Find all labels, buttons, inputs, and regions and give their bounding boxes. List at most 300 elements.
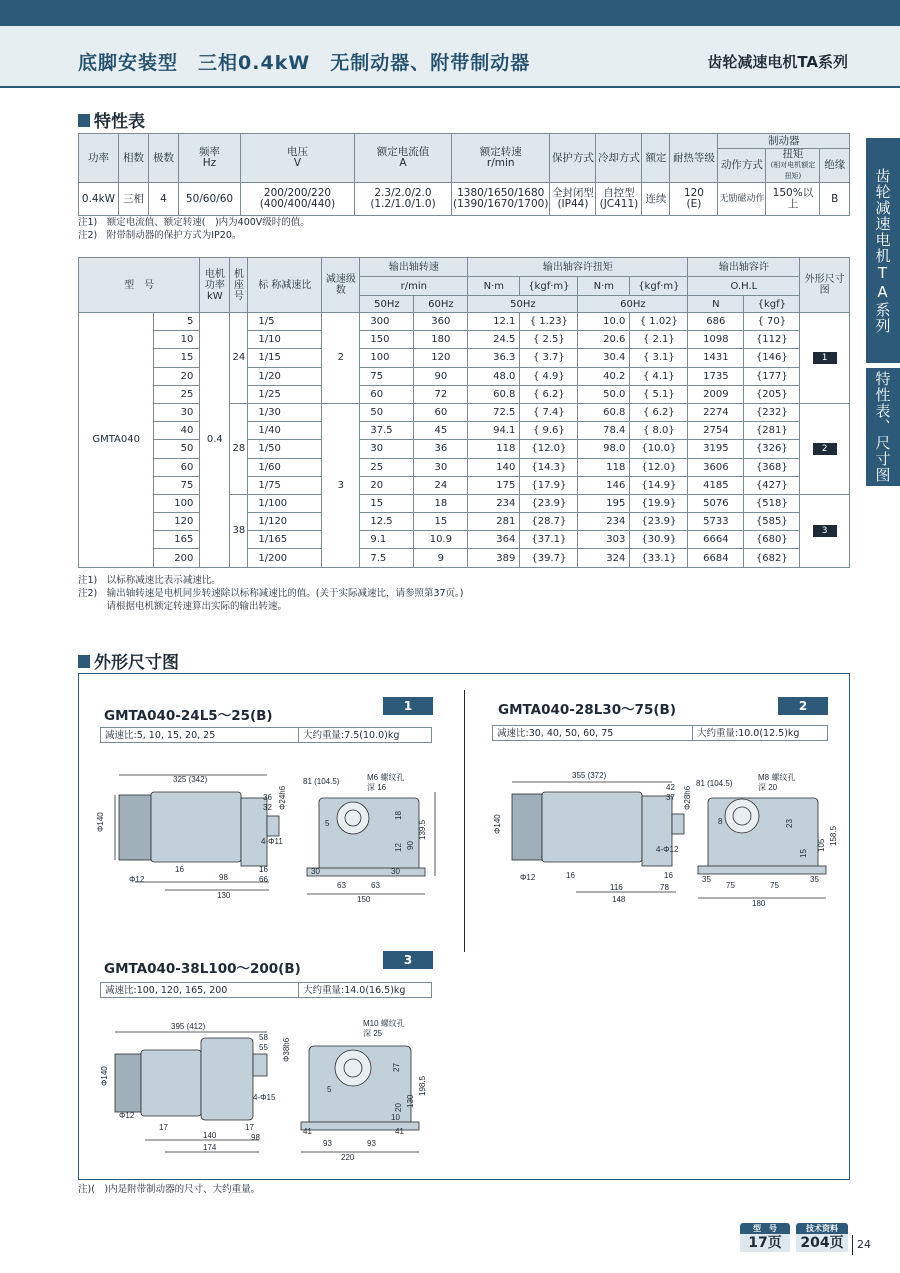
d3-drawing — [95, 1016, 445, 1164]
d3-fw1: 93 — [323, 1139, 332, 1148]
ohl-n: 3606 — [688, 458, 744, 476]
d3-title: GMTA040-38L100～200(B) — [104, 961, 301, 977]
ohl-kgf: {585} — [744, 513, 800, 531]
d1-hole: M6 螺纹孔 — [367, 773, 405, 782]
d2-fw1: 75 — [726, 881, 735, 890]
d1-info: 减速比:5, 10, 15, 20, 25 大约重量:7.5(10.0)kg — [100, 727, 432, 743]
d1-ht: 139.5 — [418, 819, 427, 840]
th-torque: 输出轴容许扭矩 — [468, 258, 688, 277]
d1-a: 36 — [263, 793, 272, 802]
th-heat: 耐热等级 — [670, 134, 718, 183]
torque-60-kgfm: {12.0} — [630, 458, 688, 476]
model-suffix: 25 — [154, 385, 200, 403]
speed-60hz: 30 — [414, 458, 468, 476]
table-row — [79, 403, 850, 421]
th-50hz: 50Hz — [360, 296, 414, 313]
d3-e: 17 — [159, 1123, 168, 1132]
speed-50hz: 300 — [360, 313, 414, 331]
speed-60hz: 360 — [414, 313, 468, 331]
ohl-kgf: {205} — [744, 385, 800, 403]
ohl-kgf: {680} — [744, 531, 800, 549]
d2-hole: M8 螺纹孔 — [758, 773, 796, 782]
model-suffix: 40 — [154, 422, 200, 440]
d1-r: 81 (104.5) — [303, 777, 340, 786]
d1-k: 66 — [259, 875, 268, 884]
d2-shaft: Φ28h6 — [683, 785, 692, 810]
speed-50hz: 20 — [360, 476, 414, 494]
td-cooling: 自控型 (JC411) — [596, 183, 642, 216]
torque-50-kgfm: { 1.23} — [520, 313, 578, 331]
ohl-kgf: {112} — [744, 331, 800, 349]
stages: 2 — [322, 313, 360, 404]
speed-60hz: 15 — [414, 513, 468, 531]
d3-c: 4-Φ15 — [253, 1093, 276, 1102]
torque-50-kgfm: {28.7} — [520, 513, 578, 531]
torque-60-kgfm: {23.9} — [630, 513, 688, 531]
ratio: 1/75 — [248, 476, 322, 494]
th-model: 型 号 — [79, 258, 200, 313]
d1-c: 4-Φ11 — [261, 837, 283, 846]
stages: 3 — [322, 403, 360, 567]
motor-power: 0.4 — [200, 313, 230, 568]
torque-50-kgfm: {17.9} — [520, 476, 578, 494]
d2-c: 4-Φ12 — [656, 845, 679, 854]
ohl-kgf: {427} — [744, 476, 800, 494]
td-volt: 200/200/220 (400/400/440) — [241, 183, 355, 216]
th-out-speed: 输出轴转速 — [360, 258, 468, 277]
ratio: 1/30 — [248, 403, 322, 421]
torque-60-nm: 40.2 — [578, 367, 630, 385]
torque-60-nm: 195 — [578, 494, 630, 512]
spec-section-title: 特性表 — [78, 107, 145, 132]
speed-60hz: 120 — [414, 349, 468, 367]
th-phase: 相数 — [119, 134, 149, 183]
torque-50-nm: 94.1 — [468, 422, 520, 440]
frame-number: 24 — [230, 313, 248, 404]
torque-60-nm: 98.0 — [578, 440, 630, 458]
spec-notes: 注1) 额定电流值、额定转速( )内为400V级时的值。 注2) 附带制动器的保护方式为IP20。 — [78, 217, 310, 241]
d1-drawing — [95, 770, 445, 905]
d3-info: 减速比:100, 120, 165, 200 大约重量:14.0(16.5)kg — [100, 982, 432, 998]
model-suffix: 10 — [154, 331, 200, 349]
d3-h8: 10 — [391, 1113, 400, 1122]
page-header — [0, 26, 900, 88]
th-brake-action: 动作方式 — [718, 149, 766, 183]
th-rating: 额定 — [642, 134, 670, 183]
speed-50hz: 60 — [360, 385, 414, 403]
ohl-kgf: {232} — [744, 403, 800, 421]
torque-60-nm: 303 — [578, 531, 630, 549]
torque-50-kgfm: { 6.2} — [520, 385, 578, 403]
page-number: 24 — [857, 1238, 871, 1251]
th-ohl-unit: O.H.L — [688, 277, 800, 296]
torque-60-kgfm: {19.9} — [630, 494, 688, 512]
th-motor-power: 电机功率 kW — [200, 258, 230, 313]
dimension-ref[interactable] — [800, 403, 850, 494]
speed-50hz: 37.5 — [360, 422, 414, 440]
th-kgfm-60: {kgf·m} — [630, 277, 688, 296]
table-row — [79, 331, 850, 349]
ratio: 1/120 — [248, 513, 322, 531]
speed-50hz: 7.5 — [360, 549, 414, 567]
th-protection: 保护方式 — [550, 134, 596, 183]
th-ratio: 标 称减速比 — [248, 258, 322, 313]
torque-60-kgfm: { 4.1} — [630, 367, 688, 385]
torque-60-kgfm: { 3.1} — [630, 349, 688, 367]
dimension-note: 注)( )内是附带制动器的尺寸、大约重量。 — [78, 1184, 261, 1195]
dimension-badge[interactable]: 1 — [813, 352, 837, 364]
table-row — [79, 531, 850, 549]
torque-60-kgfm: {14.9} — [630, 476, 688, 494]
ohl-n: 6684 — [688, 549, 744, 567]
torque-50-nm: 234 — [468, 494, 520, 512]
d2-k: 78 — [660, 883, 669, 892]
torque-50-kgfm: { 3.7} — [520, 349, 578, 367]
d2-r: 81 (104.5) — [696, 779, 733, 788]
top-bar — [0, 0, 900, 26]
torque-60-nm: 78.4 — [578, 422, 630, 440]
ratio: 1/100 — [248, 494, 322, 512]
d3-k: 98 — [251, 1133, 260, 1142]
table-row — [79, 313, 850, 331]
td-freq: 50/60/60 — [179, 183, 241, 216]
torque-60-kgfm: { 5.1} — [630, 385, 688, 403]
table-row — [79, 513, 850, 531]
d3-h4: 5 — [327, 1085, 332, 1094]
th-volt: 电压 V — [241, 134, 355, 183]
d1-e: 16 — [175, 865, 184, 874]
torque-60-nm: 118 — [578, 458, 630, 476]
torque-60-kgfm: { 1.02} — [630, 313, 688, 331]
torque-50-nm: 389 — [468, 549, 520, 567]
d3-h3: 27 — [392, 1063, 401, 1072]
speed-50hz: 100 — [360, 349, 414, 367]
d3-h6: 20 — [394, 1103, 403, 1112]
torque-60-nm: 50.0 — [578, 385, 630, 403]
torque-60-kgfm: {33.1} — [630, 549, 688, 567]
model-suffix: 100 — [154, 494, 200, 512]
dimension-ref[interactable] — [800, 494, 850, 567]
side-tab-series[interactable]: 齿轮减速电机TA系列 — [866, 138, 900, 363]
d1-w: 130 — [217, 891, 231, 900]
footer-model-link[interactable]: 型 号 17页 — [740, 1223, 790, 1252]
th-60hz: 60Hz — [414, 296, 468, 313]
d1-fw: 150 — [357, 895, 371, 904]
d3-f: 140 — [203, 1131, 217, 1140]
d1-h3: 18 — [394, 811, 403, 820]
speed-50hz: 75 — [360, 367, 414, 385]
table-row — [79, 422, 850, 440]
ohl-kgf: {146} — [744, 349, 800, 367]
d1-title: GMTA040-24L5～25(B) — [104, 708, 273, 724]
d1-d: Φ12 — [129, 875, 145, 884]
torque-50-nm: 364 — [468, 531, 520, 549]
th-poles: 极数 — [149, 134, 179, 183]
d3-depth: 深 25 — [363, 1029, 383, 1038]
model-table — [78, 257, 850, 568]
th-freq: 频率 Hz — [179, 134, 241, 183]
d1-depth: 深 16 — [367, 783, 387, 792]
speed-50hz: 25 — [360, 458, 414, 476]
speed-60hz: 90 — [414, 367, 468, 385]
ratio: 1/10 — [248, 331, 322, 349]
model-name: GMTA040 — [79, 313, 154, 568]
d3-h2: 130 — [406, 1094, 415, 1108]
speed-50hz: 12.5 — [360, 513, 414, 531]
th-current: 额定电流值 A — [355, 134, 452, 183]
model-suffix: 60 — [154, 458, 200, 476]
d3-h7: 41 — [395, 1127, 404, 1136]
td-brake-torque: 150%以上 — [766, 183, 820, 216]
d1-badge: 1 — [383, 697, 433, 715]
torque-50-nm: 36.3 — [468, 349, 520, 367]
speed-60hz: 9 — [414, 549, 468, 567]
torque-60-kgfm: { 6.2} — [630, 403, 688, 421]
td-speed: 1380/1650/1680 (1390/1670/1700) — [452, 183, 550, 216]
d2-h6: 15 — [799, 849, 808, 858]
th-power: 功率 — [79, 134, 119, 183]
table-row — [79, 458, 850, 476]
torque-50-kgfm: { 4.9} — [520, 367, 578, 385]
ratio: 1/5 — [248, 313, 322, 331]
th-dimension: 外形尺寸图 — [800, 258, 850, 313]
speed-60hz: 24 — [414, 476, 468, 494]
torque-50-kgfm: {12.0} — [520, 440, 578, 458]
torque-60-kgfm: { 8.0} — [630, 422, 688, 440]
torque-50-kgfm: {23.9} — [520, 494, 578, 512]
ohl-n: 4185 — [688, 476, 744, 494]
d2-h4: 8 — [718, 817, 723, 826]
d2-h2: 105 — [817, 838, 826, 852]
model-suffix: 5 — [154, 313, 200, 331]
d2-f: 116 — [610, 883, 623, 892]
torque-60-kgfm: { 2.1} — [630, 331, 688, 349]
d3-L: 395 (412) — [171, 1022, 206, 1031]
d3-hole: M10 螺纹孔 — [363, 1019, 405, 1028]
d3-ht: 198.5 — [418, 1075, 427, 1096]
footer-tech-link[interactable]: 技术资料 204页 — [796, 1223, 848, 1252]
torque-50-kgfm: { 7.4} — [520, 403, 578, 421]
d2-info: 减速比:30, 40, 50, 60, 75 大约重量:10.0(12.5)kg — [492, 725, 828, 741]
d1-f: 98 — [219, 873, 228, 882]
torque-50-nm: 140 — [468, 458, 520, 476]
ohl-n: 6664 — [688, 531, 744, 549]
torque-50-kgfm: { 2.5} — [520, 331, 578, 349]
td-power: 0.4kW — [79, 183, 119, 216]
speed-60hz: 36 — [414, 440, 468, 458]
ohl-n: 1431 — [688, 349, 744, 367]
d2-drawing — [490, 766, 840, 906]
td-brake-action: 无励磁动作 — [718, 183, 766, 216]
table-row — [79, 385, 850, 403]
model-suffix: 75 — [154, 476, 200, 494]
d3-a: 58 — [259, 1033, 268, 1042]
speed-60hz: 180 — [414, 331, 468, 349]
d2-d: Φ12 — [520, 873, 536, 882]
ohl-kgf: {368} — [744, 458, 800, 476]
ohl-n: 5733 — [688, 513, 744, 531]
speed-50hz: 150 — [360, 331, 414, 349]
d3-g: 17 — [245, 1123, 254, 1132]
model-suffix: 15 — [154, 349, 200, 367]
d2-h7: 35 — [810, 875, 819, 884]
side-tab-spec[interactable]: 特性表、尺寸图 — [866, 368, 900, 486]
th-speed-unit: r/min — [360, 277, 468, 296]
d1-h5: 30 — [311, 867, 320, 876]
d3-h: Φ140 — [100, 1066, 109, 1086]
ratio: 1/165 — [248, 531, 322, 549]
th-cooling: 冷却方式 — [596, 134, 642, 183]
d2-g: 16 — [664, 871, 673, 880]
table-row — [79, 367, 850, 385]
ratio: 1/20 — [248, 367, 322, 385]
speed-50hz: 50 — [360, 403, 414, 421]
ohl-kgf: {682} — [744, 549, 800, 567]
td-brake-insulation: B — [820, 183, 850, 216]
table-row — [79, 476, 850, 494]
ohl-kgf: {518} — [744, 494, 800, 512]
ohl-n: 1735 — [688, 367, 744, 385]
model-suffix: 50 — [154, 440, 200, 458]
d1-h4: 5 — [325, 819, 330, 828]
d1-shaft: Φ24h6 — [278, 785, 287, 810]
model-suffix: 165 — [154, 531, 200, 549]
torque-50-nm: 48.0 — [468, 367, 520, 385]
table-row — [79, 494, 850, 512]
th-ohl: 输出轴容许 — [688, 258, 800, 277]
speed-60hz: 18 — [414, 494, 468, 512]
ratio: 1/40 — [248, 422, 322, 440]
page-title: 底脚安装型 三相0.4kW 无制动器、附带制动器 — [78, 52, 531, 74]
d2-h5: 35 — [702, 875, 711, 884]
torque-50-nm: 60.8 — [468, 385, 520, 403]
ratio: 1/15 — [248, 349, 322, 367]
td-current: 2.3/2.0/2.0 (1.2/1.0/1.0) — [355, 183, 452, 216]
ohl-n: 3195 — [688, 440, 744, 458]
th-frame: 机座号 — [230, 258, 248, 313]
speed-60hz: 10.9 — [414, 531, 468, 549]
divider — [464, 690, 465, 952]
ohl-n: 2274 — [688, 403, 744, 421]
d2-b: 37 — [666, 793, 675, 802]
d2-a: 42 — [666, 783, 675, 792]
speed-60hz: 45 — [414, 422, 468, 440]
d3-w: 174 — [203, 1143, 217, 1152]
d3-b: 55 — [259, 1043, 268, 1052]
spec-table — [78, 133, 850, 216]
table-row — [79, 349, 850, 367]
torque-50-kgfm: {14.3} — [520, 458, 578, 476]
torque-60-nm: 324 — [578, 549, 630, 567]
ratio: 1/50 — [248, 440, 322, 458]
d3-d: Φ12 — [119, 1111, 135, 1120]
ohl-n: 686 — [688, 313, 744, 331]
th-brake-torque: 扭矩 (相对电机额定扭矩) — [766, 149, 820, 183]
d1-h7: 30 — [391, 867, 400, 876]
dimension-ref[interactable] — [800, 313, 850, 404]
table-row — [79, 440, 850, 458]
torque-60-nm: 20.6 — [578, 331, 630, 349]
td-poles: 4 — [149, 183, 179, 216]
th-speed: 额定转速 r/min — [452, 134, 550, 183]
ratio: 1/25 — [248, 385, 322, 403]
th-n: N — [688, 296, 744, 313]
ohl-kgf: { 70} — [744, 313, 800, 331]
th-kgf: {kgf} — [744, 296, 800, 313]
speed-50hz: 15 — [360, 494, 414, 512]
torque-60-kgfm: {10.0} — [630, 440, 688, 458]
d1-h2: 90 — [406, 841, 415, 850]
d3-fw: 220 — [341, 1153, 355, 1162]
torque-50-nm: 24.5 — [468, 331, 520, 349]
d2-fw2: 75 — [770, 881, 779, 890]
d3-h5: 41 — [303, 1127, 312, 1136]
table-row — [79, 549, 850, 567]
torque-50-nm: 281 — [468, 513, 520, 531]
series-name: 齿轮减速电机TA系列 — [707, 53, 848, 71]
td-heat: 120 (E) — [670, 183, 718, 216]
d2-ht: 158.5 — [829, 825, 838, 846]
d2-L: 355 (372) — [572, 771, 607, 780]
d2-fw: 180 — [752, 899, 766, 906]
model-notes: 注1) 以标称减速比表示减速比。 注2) 输出轴转速是电机同步转速除以标称减速比的值。(关于实际减速比，请参照第37页。) 请根据电机额定转速算出实际的输出转速。 — [78, 575, 464, 612]
torque-60-nm: 146 — [578, 476, 630, 494]
speed-60hz: 72 — [414, 385, 468, 403]
speed-50hz: 30 — [360, 440, 414, 458]
page-divider — [852, 1235, 853, 1255]
torque-50-kgfm: {37.1} — [520, 531, 578, 549]
d1-b: 32 — [263, 803, 272, 812]
th-kgfm-50: {kgf·m} — [520, 277, 578, 296]
d2-w: 148 — [612, 895, 626, 904]
dimension-badge[interactable]: 3 — [813, 525, 837, 537]
torque-60-nm: 10.0 — [578, 313, 630, 331]
torque-60-nm: 30.4 — [578, 349, 630, 367]
d2-h3: 23 — [785, 819, 794, 828]
ohl-n: 2754 — [688, 422, 744, 440]
th-torque-50hz: 50Hz — [468, 296, 578, 313]
ohl-kgf: {177} — [744, 367, 800, 385]
torque-50-nm: 175 — [468, 476, 520, 494]
torque-50-nm: 72.5 — [468, 403, 520, 421]
d2-e: 16 — [566, 871, 575, 880]
ohl-n: 5076 — [688, 494, 744, 512]
torque-60-nm: 234 — [578, 513, 630, 531]
ratio: 1/200 — [248, 549, 322, 567]
th-torque-60hz: 60Hz — [578, 296, 688, 313]
d3-shaft: Φ38h6 — [282, 1037, 291, 1062]
d3-fw2: 93 — [367, 1139, 376, 1148]
td-rating: 连续 — [642, 183, 670, 216]
torque-50-kgfm: { 9.6} — [520, 422, 578, 440]
dimension-section-title: 外形尺寸图 — [78, 648, 179, 673]
frame-number: 28 — [230, 403, 248, 494]
frame-number: 38 — [230, 494, 248, 567]
model-suffix: 200 — [154, 549, 200, 567]
d3-badge: 3 — [383, 951, 433, 969]
d2-depth: 深 20 — [758, 783, 778, 792]
ohl-n: 1098 — [688, 331, 744, 349]
th-nm-50: N·m — [468, 277, 520, 296]
td-phase: 三相 — [119, 183, 149, 216]
th-brake: 制动器 — [718, 134, 850, 149]
d1-fw1: 63 — [337, 881, 346, 890]
d1-h: Φ140 — [96, 812, 105, 832]
d1-L: 325 (342) — [173, 775, 208, 784]
dimension-badge[interactable]: 2 — [813, 443, 837, 455]
torque-50-kgfm: {39.7} — [520, 549, 578, 567]
d2-badge: 2 — [778, 697, 828, 715]
